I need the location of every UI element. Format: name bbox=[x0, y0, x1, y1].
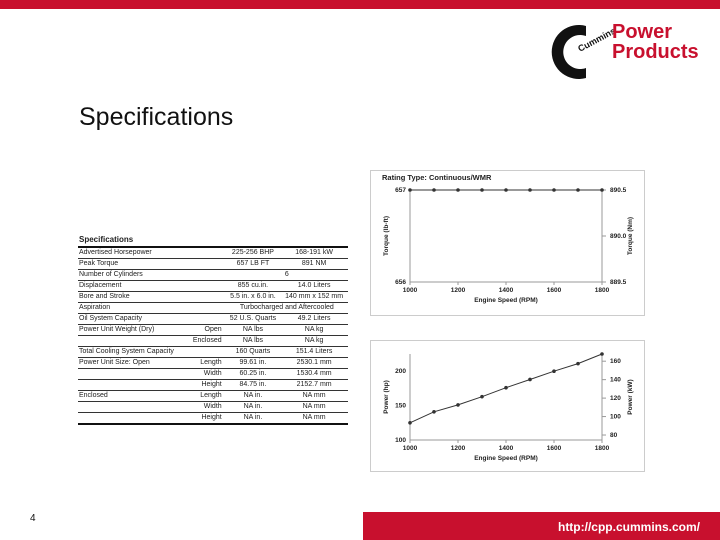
spec-value-imperial: 855 cu.in. bbox=[226, 281, 281, 292]
data-point bbox=[456, 403, 460, 407]
spec-label: Aspiration bbox=[78, 303, 188, 314]
spec-sublabel: Height bbox=[188, 413, 226, 425]
specifications-table bbox=[78, 234, 348, 425]
y2-tick-label: 80 bbox=[610, 432, 618, 440]
spec-value-imperial: 160 Quarts bbox=[226, 347, 281, 358]
spec-value-metric: 151.4 Liters bbox=[280, 347, 348, 358]
data-point bbox=[456, 188, 460, 192]
spec-row bbox=[78, 281, 348, 292]
spec-label: Bore and Stroke bbox=[78, 292, 188, 303]
y-tick-label: 657 bbox=[395, 187, 406, 194]
spec-label bbox=[78, 402, 188, 413]
x-tick-label: 1200 bbox=[450, 445, 466, 452]
torque-chart-svg bbox=[370, 170, 645, 316]
spec-label: Total Cooling System Capacity bbox=[78, 347, 188, 358]
x-axis-label: Engine Speed (RPM) bbox=[474, 455, 538, 462]
y-tick-label: 100 bbox=[395, 437, 406, 444]
spec-value-metric: NA kg bbox=[280, 336, 348, 347]
spec-value-imperial: NA in. bbox=[226, 391, 281, 402]
slide-title: Specifications bbox=[79, 103, 234, 131]
y2-tick-label: 890.0 bbox=[610, 233, 627, 240]
brand-name bbox=[612, 22, 699, 62]
page-number: 4 bbox=[30, 513, 36, 524]
data-point bbox=[552, 188, 556, 192]
spec-sublabel bbox=[188, 347, 226, 358]
spec-label bbox=[78, 336, 188, 347]
spec-value-metric: 14.0 Liters bbox=[280, 281, 348, 292]
spec-label: Peak Torque bbox=[78, 259, 188, 270]
data-point bbox=[504, 386, 508, 390]
y-axis-label: Torque (lb-ft) bbox=[383, 216, 390, 256]
spec-value-metric: NA kg bbox=[280, 325, 348, 336]
spec-value-metric: 168-191 kW bbox=[280, 247, 348, 259]
spec-value-metric: NA mm bbox=[280, 413, 348, 425]
spec-label bbox=[78, 380, 188, 391]
spec-label: Oil System Capacity bbox=[78, 314, 188, 325]
spec-row bbox=[78, 391, 348, 402]
data-point bbox=[600, 188, 604, 192]
data-point bbox=[600, 352, 604, 356]
data-point bbox=[432, 188, 436, 192]
spec-value: Turbocharged and Aftercooled bbox=[226, 303, 348, 314]
y2-tick-label: 160 bbox=[610, 358, 621, 366]
spec-row bbox=[78, 347, 348, 358]
y-tick-label: 150 bbox=[395, 402, 406, 410]
spec-value-metric: 1530.4 mm bbox=[280, 369, 348, 380]
spec-row bbox=[78, 402, 348, 413]
spec-value-metric: 2530.1 mm bbox=[280, 358, 348, 369]
y2-tick-label: 140 bbox=[610, 376, 621, 384]
spec-value-metric: NA mm bbox=[280, 391, 348, 402]
spec-value-imperial: NA lbs bbox=[226, 336, 281, 347]
data-point bbox=[432, 410, 436, 414]
x-tick-label: 1800 bbox=[594, 445, 610, 452]
y2-axis-label: Power (kW) bbox=[627, 379, 634, 415]
spec-sublabel bbox=[188, 281, 226, 292]
x-axis-label: Engine Speed (RPM) bbox=[474, 297, 538, 304]
x-tick-label: 1000 bbox=[402, 445, 418, 452]
spec-value-imperial: NA lbs bbox=[226, 325, 281, 336]
spec-value-imperial: NA in. bbox=[226, 413, 281, 425]
spec-sublabel: Length bbox=[188, 391, 226, 402]
x-tick-label: 1400 bbox=[498, 287, 514, 294]
data-point bbox=[504, 188, 508, 192]
spec-sublabel bbox=[188, 303, 226, 314]
top-accent-bar bbox=[0, 0, 720, 9]
torque-chart bbox=[370, 170, 645, 316]
spec-label bbox=[78, 369, 188, 380]
y2-tick-label: 890.5 bbox=[610, 187, 627, 194]
spec-sublabel: Length bbox=[188, 358, 226, 369]
spec-label: Enclosed bbox=[78, 391, 188, 402]
y-tick-label: 200 bbox=[395, 368, 406, 376]
x-tick-label: 1200 bbox=[450, 287, 466, 294]
power-chart-svg bbox=[370, 340, 645, 472]
brand-line-1: Power bbox=[612, 21, 673, 43]
spec-value-metric: 891 NM bbox=[280, 259, 348, 270]
x-tick-label: 1800 bbox=[594, 287, 610, 294]
spec-row bbox=[78, 292, 348, 303]
spec-label: Number of Cylinders bbox=[78, 270, 188, 281]
spec-sublabel: Height bbox=[188, 380, 226, 391]
data-point bbox=[576, 362, 580, 366]
spec-value-imperial: NA in. bbox=[226, 402, 281, 413]
spec-value-imperial: 99.61 in. bbox=[226, 358, 281, 369]
spec-table-header bbox=[78, 234, 348, 247]
y2-tick-label: 100 bbox=[610, 413, 621, 421]
spec-value: 6 bbox=[226, 270, 348, 281]
spec-label: Power Unit Size: Open bbox=[78, 358, 188, 369]
x-tick-label: 1600 bbox=[546, 445, 562, 452]
spec-sublabel bbox=[188, 247, 226, 259]
spec-value-metric: 49.2 Liters bbox=[280, 314, 348, 325]
spec-row bbox=[78, 413, 348, 425]
spec-sublabel bbox=[188, 314, 226, 325]
spec-row bbox=[78, 247, 348, 259]
spec-label: Displacement bbox=[78, 281, 188, 292]
spec-row bbox=[78, 259, 348, 270]
data-point bbox=[552, 369, 556, 373]
data-point bbox=[576, 188, 580, 192]
spec-sublabel: Width bbox=[188, 369, 226, 380]
data-point bbox=[528, 188, 532, 192]
spec-label: Power Unit Weight (Dry) bbox=[78, 325, 188, 336]
spec-value-imperial: 60.25 in. bbox=[226, 369, 281, 380]
data-point bbox=[408, 188, 412, 192]
spec-label: Advertised Horsepower bbox=[78, 247, 188, 259]
spec-row bbox=[78, 336, 348, 347]
spec-table-title: Specifications bbox=[78, 234, 348, 247]
y2-tick-label: 120 bbox=[610, 395, 621, 403]
power-chart bbox=[370, 340, 645, 472]
spec-value-imperial: 52 U.S. Quarts bbox=[226, 314, 281, 325]
logo-text: Cummins bbox=[576, 25, 618, 54]
spec-value-metric: 2152.7 mm bbox=[280, 380, 348, 391]
spec-value-imperial: 657 LB FT bbox=[226, 259, 281, 270]
chart-title: Rating Type: Continuous/WMR bbox=[382, 173, 492, 182]
spec-row bbox=[78, 325, 348, 336]
spec-sublabel bbox=[188, 270, 226, 281]
spec-row bbox=[78, 369, 348, 380]
y-axis-label: Power (hp) bbox=[383, 380, 390, 414]
spec-value-imperial: 5.5 in. x 6.0 in. bbox=[226, 292, 281, 303]
brand-line-2: Products bbox=[612, 41, 699, 63]
data-point bbox=[528, 378, 532, 382]
spec-row bbox=[78, 314, 348, 325]
y2-tick-label: 889.5 bbox=[610, 279, 627, 286]
data-point bbox=[408, 421, 412, 425]
data-point bbox=[480, 395, 484, 399]
y-tick-label: 656 bbox=[395, 279, 406, 286]
spec-sublabel: Open bbox=[188, 325, 226, 336]
spec-sublabel: Enclosed bbox=[188, 336, 226, 347]
spec-row bbox=[78, 358, 348, 369]
spec-value-imperial: 84.75 in. bbox=[226, 380, 281, 391]
spec-value-metric: NA mm bbox=[280, 402, 348, 413]
spec-value-metric: 140 mm x 152 mm bbox=[280, 292, 348, 303]
spec-sublabel: Width bbox=[188, 402, 226, 413]
spec-label bbox=[78, 413, 188, 425]
spec-sublabel bbox=[188, 292, 226, 303]
footer-url[interactable]: http://cpp.cummins.com/ bbox=[557, 520, 700, 534]
spec-row bbox=[78, 270, 348, 281]
y2-axis-label: Torque (Nm) bbox=[627, 216, 634, 256]
spec-row bbox=[78, 380, 348, 391]
data-point bbox=[480, 188, 484, 192]
x-tick-label: 1000 bbox=[402, 287, 418, 294]
x-tick-label: 1400 bbox=[498, 445, 514, 452]
x-tick-label: 1600 bbox=[546, 287, 562, 294]
spec-row bbox=[78, 303, 348, 314]
spec-sublabel bbox=[188, 259, 226, 270]
spec-value-imperial: 225-256 BHP bbox=[226, 247, 281, 259]
